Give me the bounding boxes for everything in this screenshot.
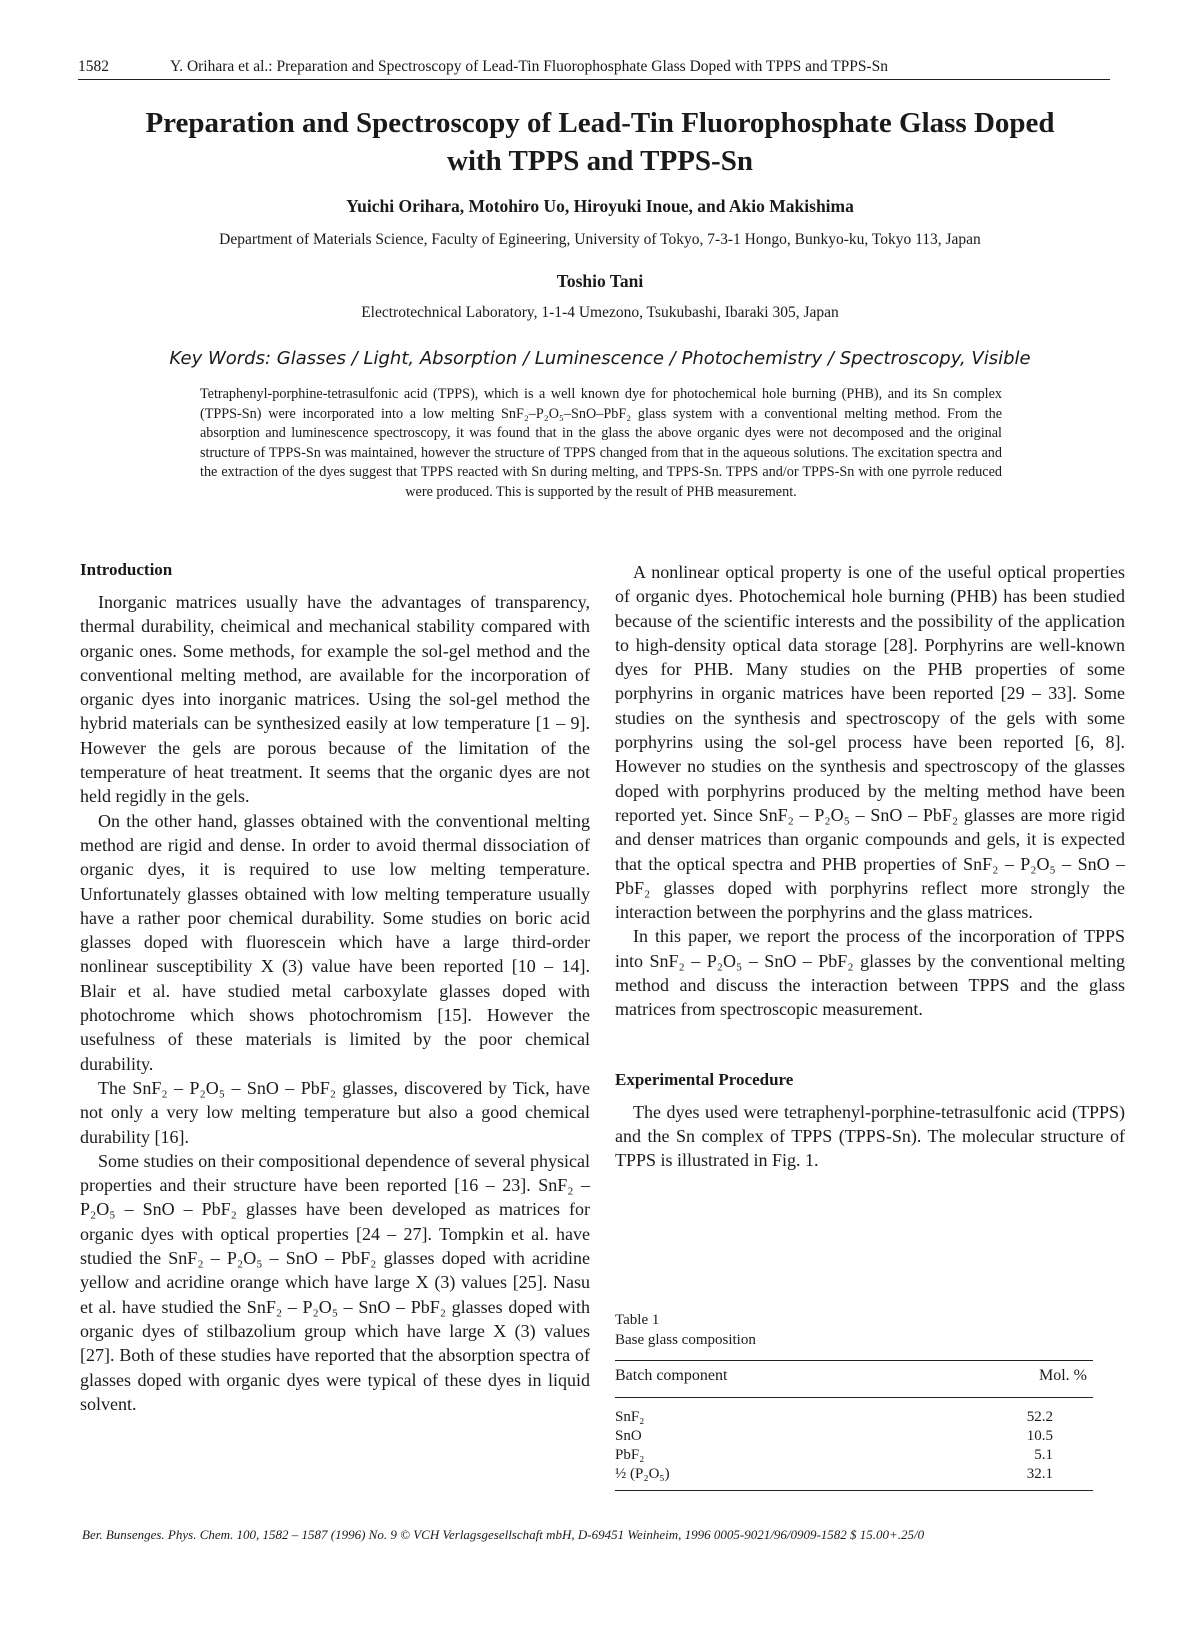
- table-cell-value: 10.5: [1026, 1428, 1053, 1444]
- table-header-row: [615, 1361, 1093, 1391]
- affiliation-etl: Electrotechnical Laboratory, 1-1-4 Umezono, Tsukubashi, Ibaraki 305, Japan: [361, 304, 839, 321]
- table-body: [615, 1398, 1093, 1484]
- table-cell-component: SnF₂: [615, 1409, 645, 1425]
- title-line-1: Preparation and Spectroscopy of Lead-Tin Fluorophosphate Glass Doped: [145, 107, 1055, 139]
- intro-paragraph-5: A nonlinear optical property is one of the useful optical properties of organic dyes. Photochemical hole burning (PHB) has been studied because of the scientific interests and the possibility of the application to high-density optical data storage [28]. Porphyrins are well-known dyes for PHB. Many studies on the PHB properties of some porphyrins in organic matrices have been reported [29 – 33]. Some studies on the synthesis and spectroscopy of the gels with some porphyrins using the sol-gel process have been reported [6, 8]. However no studies on the synthesis and spectroscopy of the glasses doped with porphyrins produced by the melting method have been reported yet. Since SnF₂ – P₂O₅ – SnO – PbF₂ glasses are more rigid and denser matrices than organic compounds and gels, it is expected that the optical spectra and PHB properties of SnF₂ – P₂O₅ – SnO – PbF₂ glasses doped with porphyrins reflect more strongly the interaction between the porphyrins and the glass matrices.: [615, 562, 1125, 923]
- intro-paragraph-2: On the other hand, glasses obtained with the conventional melting method are rigid and dense. In order to avoid thermal dissociation of organic dyes, it is required to use low melting temperature. Unfortunately glasses obtained with low melting temperature usually have a rather poor chemical durability. Some studies on boric acid glasses doped with fluorescein which have a large third-order nonlinear susceptibility X (3) value have been reported [10 – 14]. Blair et al. have studied metal carboxylate glasses doped with photochrome which shows photochromism [15]. However the usefulness of these materials is limited by the poor chemical durability.: [80, 810, 590, 1074]
- title-line-2: with TPPS and TPPS-Sn: [447, 145, 753, 177]
- table-header-mol: Mol. %: [1039, 1367, 1087, 1384]
- left-column: [80, 560, 590, 1416]
- intro-paragraph-1: Inorganic matrices usually have the advantages of transparency, thermal durability, cheimical and mechanical stability compared with organic ones. Some methods, for example the sol-gel method and the conventional melting method, are available for the incorporation of organic dyes into inorganic matrices. Using the sol-gel method the hybrid materials can be synthesized easily at low temperature [1 – 9]. However the gels are porous because of the limitation of the temperature of heat treatment. It seems that the organic dyes are not held regidly in the gels.: [80, 592, 590, 807]
- article-title: [90, 104, 1110, 180]
- table-row: [615, 1465, 1093, 1484]
- keywords: Key Words: Glasses / Light, Absorption / Luminescence / Photochemistry / Spectroscopy, Visible: [169, 348, 1031, 369]
- introduction-heading: Introduction: [80, 560, 173, 579]
- table-bottom-rule: [615, 1490, 1093, 1491]
- intro-paragraph-3: The SnF₂ – P₂O₅ – SnO – PbF₂ glasses, discovered by Tick, have not only a very low melting temperature but also a good chemical durability [16].: [80, 1077, 590, 1147]
- author-list: Yuichi Orihara, Motohiro Uo, Hiroyuki Inoue, and Akio Makishima: [346, 196, 854, 216]
- author-tani: Toshio Tani: [556, 271, 644, 291]
- header-rule: [78, 79, 1110, 80]
- table-cell-value: 5.1: [1034, 1447, 1053, 1463]
- table-row: [615, 1427, 1093, 1446]
- table-cell-value: 52.2: [1026, 1409, 1053, 1425]
- table-row: [615, 1408, 1093, 1427]
- table-cell-component: SnO: [615, 1428, 642, 1444]
- intro-paragraph-6: In this paper, we report the process of the incorporation of TPPS into SnF₂ – P₂O₅ – SnO – PbF₂ glasses by the conventional melting method and discuss the interaction between TPPS and the glass matrices from spectroscopic measurement.: [615, 926, 1125, 1020]
- experimental-paragraph-1: The dyes used were tetraphenyl-porphine-tetrasulfonic acid (TPPS) and the Sn complex of TPPS (TPPS-Sn). The molecular structure of TPPS is illustrated in Fig. 1.: [615, 1101, 1125, 1171]
- right-column: [615, 560, 1125, 1173]
- table-label: Table 1: [615, 1312, 660, 1328]
- page-number: 1582: [78, 58, 109, 75]
- table-cell-value: 32.1: [1026, 1466, 1053, 1482]
- table-cell-component: PbF₂: [615, 1447, 645, 1463]
- running-title: Y. Orihara et al.: Preparation and Spectroscopy of Lead-Tin Fluorophosphate Glass Doped with TPPS and TPPS-Sn: [170, 58, 888, 75]
- table-caption: Base glass composition: [615, 1332, 756, 1348]
- abstract: Tetraphenyl-porphine-tetrasulfonic acid (TPPS), which is a well known dye for photochemical hole burning (PHB), and its Sn complex (TPPS-Sn) were incorporated into a low melting SnF₂–P₂O₅–SnO–PbF₂ glass system with a conventional melting method. From the absorption and luminescence spectroscopy, it was found that in the glass the above organic dyes were not decomposed and the original structure of TPPS-Sn was maintained, however the structure of TPPS changed from that in the aqueous solutions. The excitation spectra and the extraction of the dyes suggest that TPPS reacted with Sn during melting, and TPPS-Sn. TPPS and/or TPPS-Sn with one pyrrole reduced were produced. This is supported by the result of PHB measurement.: [200, 386, 1002, 500]
- experimental-heading: Experimental Procedure: [615, 1069, 794, 1089]
- intro-paragraph-4: Some studies on their compositional dependence of several physical properties and their structure have been reported [16 – 23]. SnF₂ – P₂O₅ – SnO – PbF₂ glasses have been developed as matrices for organic dyes with optical properties [24 – 27]. Tompkin et al. have studied the SnF₂ – P₂O₅ – SnO – PbF₂ glasses doped with acridine yellow and acridine orange which have large X (3) values [25]. Nasu et al. have studied the SnF₂ – P₂O₅ – SnO – PbF₂ glasses doped with organic dyes of stilbazolium group which have large X (3) values [27]. Both of these studies have reported that the absorption spectra of glasses doped with organic dyes were typical of these dyes in liquid solvent.: [80, 1150, 590, 1414]
- table-row: [615, 1446, 1093, 1465]
- table-cell-component: ½ (P₂O₅): [615, 1466, 670, 1482]
- table-header-component: Batch component: [615, 1367, 728, 1384]
- affiliation-tokyo: Department of Materials Science, Faculty of Egineering, University of Tokyo, 7-3-1 Hongo, Bunkyo-ku, Tokyo 113, Japan: [219, 231, 981, 248]
- table-1: [615, 1310, 1093, 1491]
- journal-footer: Ber. Bunsenges. Phys. Chem. 100, 1582 – 1587 (1996) No. 9 © VCH Verlagsgesellschaft mbH, D-69451 Weinheim, 1996 0005-9021/96/0909-1582 $ 15.00+.25/0: [82, 1527, 925, 1542]
